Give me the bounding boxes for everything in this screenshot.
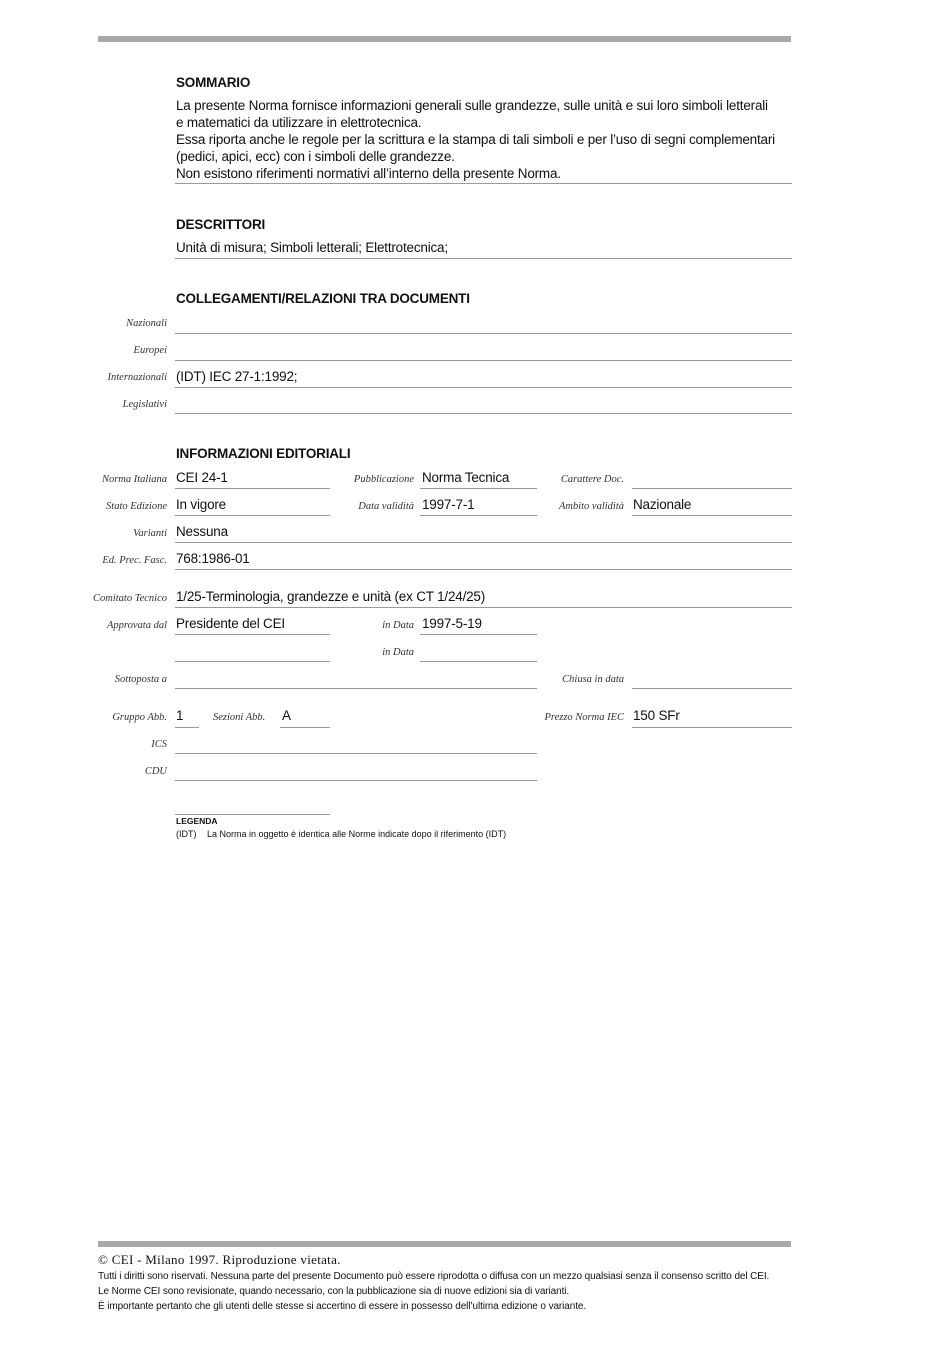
descrittori-value: Unità di misura; Simboli letterali; Elettrotecnica; xyxy=(176,240,448,255)
carattere-doc-label: Carattere Doc. xyxy=(560,474,624,485)
internazionali-label: Internazionali xyxy=(107,372,167,383)
pubblicazione-underline xyxy=(420,488,537,489)
sottoposta-underline xyxy=(175,688,537,689)
gruppo-abb-label: Gruppo Abb. xyxy=(112,712,167,723)
sommario-line: La presente Norma fornisce informazioni generali sulle grandezze, sulle unità e sui loro simboli letterali xyxy=(176,98,768,113)
sommario-underline xyxy=(175,183,792,184)
stato-edizione-label: Stato Edizione xyxy=(106,501,167,512)
top-rule-bar xyxy=(98,36,791,42)
legislativi-label: Legislativi xyxy=(122,399,167,410)
sommario-line: Non esistono riferimenti normativi all’interno della presente Norma. xyxy=(176,166,561,181)
ambito-validita-underline xyxy=(632,515,792,516)
sommario-line: (pedici, apici, ecc) con i simboli delle grandezze. xyxy=(176,149,455,164)
nazionali-underline xyxy=(175,333,792,334)
europei-underline xyxy=(175,360,792,361)
footer-line: È importante pertanto che gli utenti delle stesse si accertino di essere in possesso dell’ultima edizione o variante. xyxy=(98,1301,587,1312)
sommario-text xyxy=(176,97,796,182)
internazionali-value: (IDT) IEC 27-1:1992; xyxy=(176,369,298,384)
approvata-value: Presidente del CEI xyxy=(176,616,285,631)
footer-copyright: © CEI - Milano 1997. Riproduzione vietata. xyxy=(98,1252,341,1267)
legenda-text: La Norma in oggetto è identica alle Norme indicate dopo il riferimento (IDT) xyxy=(207,829,507,839)
ics-label: ICS xyxy=(151,739,167,750)
varianti-value: Nessuna xyxy=(176,524,228,539)
in-data-2-label: in Data xyxy=(382,647,414,658)
varianti-label: Varianti xyxy=(133,528,167,539)
internazionali-underline xyxy=(175,387,792,388)
sommario-line: e matematici da utilizzare in elettrotecnica. xyxy=(176,115,422,130)
in-data-value: 1997-5-19 xyxy=(422,616,482,631)
sezioni-abb-label: Sezioni Abb. xyxy=(213,712,266,723)
gruppo-abb-value: 1 xyxy=(176,708,184,723)
informazioni-heading: INFORMAZIONI EDITORIALI xyxy=(176,446,351,461)
chiusa-underline xyxy=(632,688,792,689)
footer-line: Tutti i diritti sono riservati. Nessuna parte del presente Documento può essere riprodotta o diffusa con un mezzo qualsiasi senza il consenso scritto del CEI. xyxy=(98,1271,770,1282)
ics-underline xyxy=(175,753,537,754)
ed-prec-value: 768:1986-01 xyxy=(176,551,250,566)
nazionali-label: Nazionali xyxy=(126,318,167,329)
varianti-underline xyxy=(175,542,792,543)
europei-label: Europei xyxy=(133,345,167,356)
approvata-label: Approvata dal xyxy=(107,620,167,631)
norma-italiana-underline xyxy=(175,488,330,489)
ed-prec-underline xyxy=(175,569,792,570)
cdu-label: CDU xyxy=(144,766,167,777)
in-data-2-underline xyxy=(420,661,537,662)
carattere-doc-underline xyxy=(632,488,792,489)
approvata-extra-underline xyxy=(175,661,330,662)
sommario-line: Essa riporta anche le regole per la scrittura e la stampa di tali simboli e per l’uso di segni complementari xyxy=(176,132,775,147)
norma-italiana-value: CEI 24-1 xyxy=(176,470,228,485)
ambito-validita-label: Ambito validità xyxy=(558,501,624,512)
prezzo-underline xyxy=(632,727,792,728)
descrittori-underline xyxy=(175,258,792,259)
comitato-tecnico-underline xyxy=(175,607,792,608)
in-data-underline xyxy=(420,634,537,635)
approvata-underline xyxy=(175,634,330,635)
gruppo-abb-underline xyxy=(175,727,199,728)
collegamenti-heading: COLLEGAMENTI/RELAZIONI TRA DOCUMENTI xyxy=(176,291,470,306)
footer-line: Le Norme CEI sono revisionate, quando necessario, con la pubblicazione sia di nuove edizioni sia di varianti. xyxy=(98,1286,570,1297)
legislativi-underline xyxy=(175,413,792,414)
stato-edizione-underline xyxy=(175,515,330,516)
bottom-rule-bar xyxy=(98,1241,791,1247)
cdu-underline xyxy=(175,780,537,781)
pubblicazione-value: Norma Tecnica xyxy=(422,470,510,485)
data-validita-label: Data validità xyxy=(358,501,414,512)
sezioni-abb-underline xyxy=(280,727,330,728)
legenda-code: (IDT) xyxy=(176,829,197,839)
prezzo-value: 150 SFr xyxy=(633,708,680,723)
ambito-validita-value: Nazionale xyxy=(633,497,692,512)
descrittori-heading: DESCRITTORI xyxy=(176,217,266,232)
data-validita-underline xyxy=(420,515,537,516)
sottoposta-label: Sottoposta a xyxy=(114,674,167,685)
legenda-title: LEGENDA xyxy=(176,816,218,826)
chiusa-label: Chiusa in data xyxy=(562,674,624,685)
pubblicazione-label: Pubblicazione xyxy=(353,474,414,485)
comitato-tecnico-label: Comitato Tecnico xyxy=(93,593,167,604)
sommario-heading: SOMMARIO xyxy=(176,75,251,90)
norma-italiana-label: Norma Italiana xyxy=(101,474,167,485)
sezioni-abb-value: A xyxy=(282,708,291,723)
data-validita-value: 1997-7-1 xyxy=(422,497,475,512)
in-data-label: in Data xyxy=(382,620,414,631)
ed-prec-label: Ed. Prec. Fasc. xyxy=(102,555,167,566)
stato-edizione-value: In vigore xyxy=(176,497,226,512)
prezzo-label: Prezzo Norma IEC xyxy=(544,712,624,723)
comitato-tecnico-value: 1/25-Terminologia, grandezze e unità (ex CT 1/24/25) xyxy=(176,589,486,604)
legenda-rule xyxy=(175,814,330,815)
